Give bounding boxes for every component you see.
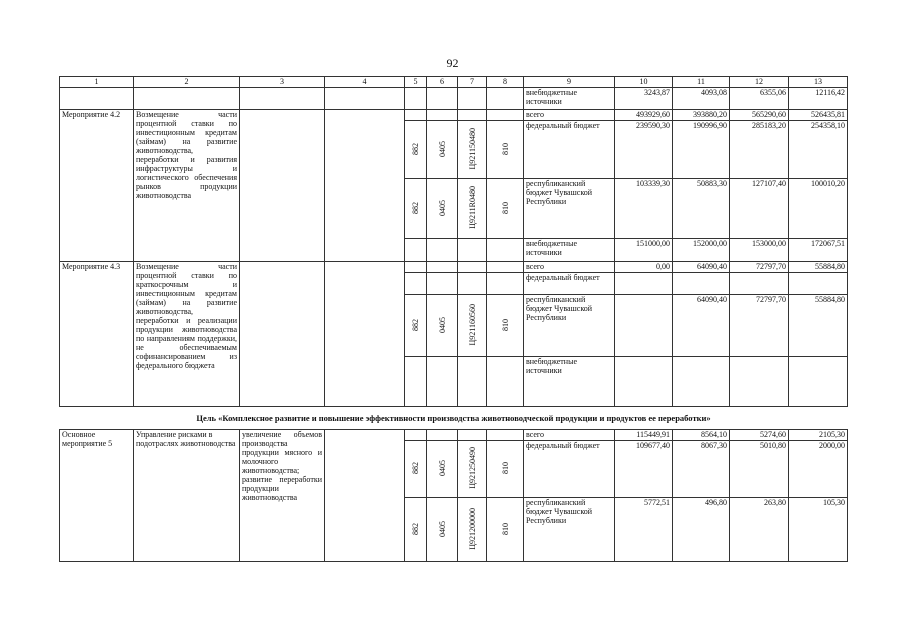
funding-source: федеральный бюджет xyxy=(524,273,615,295)
value-cell: 496,80 xyxy=(673,498,730,562)
value-cell: 565290,60 xyxy=(730,110,789,121)
value-cell: 6355,06 xyxy=(730,88,789,110)
value-cell: 127107,40 xyxy=(730,179,789,239)
measure-description: Возмещение части процентной ставки по краткосрочным и инвестиционным кредитам (займам) на развитие животноводства, переработки и реализации продукции животноводства по направлениям поддержки, не обеспечиваемым софинансированием из федерального бюджета xyxy=(134,262,240,407)
col-header: 7 xyxy=(458,77,487,88)
funding-source: всего xyxy=(524,430,615,441)
target-indicator: увеличение объемов производства продукции мясного и молочного животноводства; развитие переработки продукции животноводства xyxy=(240,430,325,562)
goal-title: Цель «Комплексное развитие и повышение эффективности производства животноводческой продукции и продуктов ее переработки» xyxy=(60,407,848,430)
grbs-code: 882 xyxy=(411,462,420,474)
value-cell: 8067,30 xyxy=(673,441,730,498)
value-cell: 0,00 xyxy=(615,262,673,273)
value-cell: 72797,70 xyxy=(730,295,789,357)
funding-source: внебюджетные источники xyxy=(524,357,615,407)
section-code: 0405 xyxy=(437,460,447,476)
expense-type-code: 810 xyxy=(500,522,510,535)
funding-source: федеральный бюджет xyxy=(524,441,615,498)
funding-source: республиканский бюджет Чувашской Республики xyxy=(524,179,615,239)
funding-source: внебюджетные источники xyxy=(524,88,615,110)
funding-source: всего xyxy=(524,262,615,273)
col-header: 8 xyxy=(487,77,524,88)
value-cell: 72797,70 xyxy=(730,262,789,273)
value-cell: 393880,20 xyxy=(673,110,730,121)
measure-name: Мероприятие 4.3 xyxy=(60,262,134,407)
value-cell: 153000,00 xyxy=(730,239,789,262)
value-cell: 2105,30 xyxy=(789,430,848,441)
funding-source: республиканский бюджет Чувашской Республики xyxy=(524,498,615,562)
funding-source: внебюджетные источники xyxy=(524,239,615,262)
value-cell: 285183,20 xyxy=(730,121,789,179)
value-cell: 172067,51 xyxy=(789,239,848,262)
expense-type-code: 810 xyxy=(500,201,510,214)
value-cell: 115449,91 xyxy=(615,430,673,441)
value-cell: 50883,30 xyxy=(673,179,730,239)
value-cell: 55884,80 xyxy=(789,262,848,273)
col-header: 3 xyxy=(240,77,325,88)
value-cell: 12116,42 xyxy=(789,88,848,110)
grbs-code: 882 xyxy=(411,142,420,155)
value-cell: 239590,30 xyxy=(615,121,673,179)
value-cell: 100010,20 xyxy=(789,179,848,239)
section-code: 0405 xyxy=(437,316,447,333)
value-cell: 105,30 xyxy=(789,498,848,562)
target-article-code: Ц9211R0480 xyxy=(467,186,477,229)
col-header: 4 xyxy=(325,77,405,88)
section-code: 0405 xyxy=(437,140,447,157)
target-article-code: Ц921150480 xyxy=(467,127,477,170)
value-cell: 493929,60 xyxy=(615,110,673,121)
expense-type-code: 810 xyxy=(500,142,510,155)
value-cell: 64090,40 xyxy=(673,262,730,273)
table-row xyxy=(60,110,848,121)
value-cell: 190996,90 xyxy=(673,121,730,179)
value-cell: 3243,87 xyxy=(615,88,673,110)
value-cell: 5010,80 xyxy=(730,441,789,498)
header-row xyxy=(60,77,848,88)
funding-source: федеральный бюджет xyxy=(524,121,615,179)
value-cell: 8564,10 xyxy=(673,430,730,441)
value-cell: 526435,81 xyxy=(789,110,848,121)
value-cell: 2000,00 xyxy=(789,441,848,498)
measure-name: Мероприятие 4.2 xyxy=(60,110,134,262)
value-cell: 55884,80 xyxy=(789,295,848,357)
grbs-code: 882 xyxy=(411,201,420,214)
target-article-code: Ц921160560 xyxy=(467,303,477,346)
value-cell: 254358,10 xyxy=(789,121,848,179)
col-header: 2 xyxy=(134,77,240,88)
target-article-code: Ц921200000 xyxy=(467,507,477,550)
col-header: 9 xyxy=(524,77,615,88)
value-cell: 5274,60 xyxy=(730,430,789,441)
col-header: 13 xyxy=(789,77,848,88)
value-cell: 109677,40 xyxy=(615,441,673,498)
grbs-code: 882 xyxy=(411,318,420,331)
budget-table xyxy=(59,76,848,562)
goal-row xyxy=(60,407,848,430)
value-cell: 152000,00 xyxy=(673,239,730,262)
table-row xyxy=(60,88,848,110)
value-cell: 103339,30 xyxy=(615,179,673,239)
col-header: 12 xyxy=(730,77,789,88)
page-number: 92 xyxy=(446,56,459,70)
grbs-code: 882 xyxy=(411,522,420,535)
expense-type-code: 810 xyxy=(500,318,510,331)
value-cell: 64090,40 xyxy=(673,295,730,357)
col-header: 11 xyxy=(673,77,730,88)
col-header: 5 xyxy=(405,77,427,88)
measure-name: Основное мероприятие 5 xyxy=(60,430,134,562)
col-header: 6 xyxy=(427,77,458,88)
measure-description: Возмещение части процентной ставки по инвестиционным кредитам (займам) на развитие животноводства, переработки и развития инфраструктуры и логистического обеспечения рынков продукции животноводства xyxy=(134,110,240,262)
value-cell: 5772,51 xyxy=(615,498,673,562)
section-code: 0405 xyxy=(437,199,447,216)
table-row xyxy=(60,430,848,441)
value-cell: 263,80 xyxy=(730,498,789,562)
expense-type-code: 810 xyxy=(500,462,510,474)
value-cell: 151000,00 xyxy=(615,239,673,262)
value-cell: 4093,08 xyxy=(673,88,730,110)
funding-source: всего xyxy=(524,110,615,121)
target-article-code: Ц921250490 xyxy=(467,447,477,489)
table-row xyxy=(60,262,848,273)
measure-description: Управление рисками в подотраслях животноводства xyxy=(134,430,240,562)
col-header: 1 xyxy=(60,77,134,88)
value-cell xyxy=(615,295,673,357)
section-code: 0405 xyxy=(437,520,447,537)
funding-source: республиканский бюджет Чувашской Республики xyxy=(524,295,615,357)
col-header: 10 xyxy=(615,77,673,88)
